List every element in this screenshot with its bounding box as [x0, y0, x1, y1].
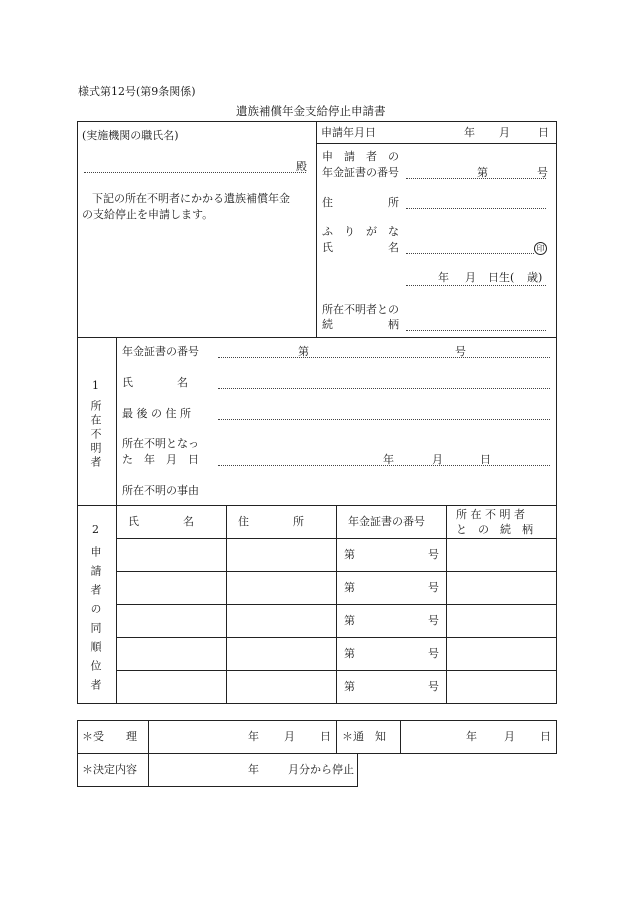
last-address-label: 最 後 の 住 所 — [122, 407, 191, 420]
col-header-name: 氏 名 — [128, 515, 194, 528]
addressee-field[interactable] — [84, 172, 306, 173]
section2-label: 申請者の同順位者 — [89, 546, 102, 698]
applicant-name-field[interactable] — [406, 253, 534, 254]
office-use-table — [77, 720, 557, 754]
request-text-line1: 下記の所在不明者にかかる遺族補償年金 — [92, 192, 290, 205]
applicant-cert-field[interactable] — [406, 178, 546, 179]
received-label: ＊受 理 — [82, 730, 137, 743]
birthdate-field[interactable] — [406, 285, 546, 286]
row5-cert-dai: 第 — [344, 680, 355, 693]
section1-label: 所在不明者 — [89, 400, 102, 470]
relation-label-2: 続 柄 — [322, 318, 399, 331]
row2-cert-dai: 第 — [344, 581, 355, 594]
row3-cert-dai: 第 — [344, 614, 355, 627]
row3-cert-go: 号 — [428, 614, 439, 627]
relation-field[interactable] — [406, 330, 546, 331]
applicant-address-label: 住 所 — [322, 196, 399, 209]
missing-cert-field[interactable] — [218, 357, 550, 358]
application-date-label: 申請年月日 — [321, 126, 376, 139]
notice-label: ＊通 知 — [342, 730, 386, 743]
addressee-label: (実施機関の職氏名) — [82, 129, 179, 142]
applicant-address-field[interactable] — [406, 208, 546, 209]
request-text-line2: の支給停止を申請します。 — [82, 208, 214, 221]
row1-cert-dai: 第 — [344, 548, 355, 561]
row4-cert-dai: 第 — [344, 647, 355, 660]
missing-date-label-1: 所在不明となっ — [122, 437, 199, 450]
missing-name-label: 氏 名 — [122, 376, 188, 389]
missing-reason-label: 所在不明の事由 — [122, 484, 199, 497]
furigana-label: ふ り が な — [322, 225, 399, 238]
missing-cert-label: 年金証書の番号 — [122, 345, 199, 358]
last-address-field[interactable] — [218, 419, 550, 420]
col-header-relation-2: と の 続 柄 — [456, 523, 533, 536]
seal-icon: 印 — [534, 242, 547, 255]
honorific: 殿 — [296, 160, 307, 173]
col-header-address: 住 所 — [238, 515, 304, 528]
section2-number: 2 — [92, 523, 99, 536]
row1-cert-go: 号 — [428, 548, 439, 561]
applicant-name-label: 氏 名 — [322, 241, 399, 254]
row2-cert-go: 号 — [428, 581, 439, 594]
applicant-cert-label-2: 年金証書の番号 — [322, 166, 399, 179]
row4-cert-go: 号 — [428, 647, 439, 660]
applicant-cert-label-1: 申 請 者 の — [322, 150, 399, 163]
row5-cert-go: 号 — [428, 680, 439, 693]
form-title: 遺族補償年金支給停止申請書 — [236, 104, 386, 118]
col-header-relation-1: 所 在 不 明 者 — [456, 508, 525, 521]
missing-date-label-2: た 年 月 日 — [122, 453, 199, 466]
col-header-cert: 年金証書の番号 — [348, 515, 425, 528]
relation-label-1: 所在不明者との — [322, 303, 399, 316]
decision-label: ＊決定内容 — [82, 763, 137, 776]
form-number: 様式第12号(第9条関係) — [78, 85, 196, 98]
section1-number: 1 — [92, 379, 99, 392]
missing-name-field[interactable] — [218, 388, 550, 389]
decision-text: 月分から停止 — [288, 763, 354, 776]
